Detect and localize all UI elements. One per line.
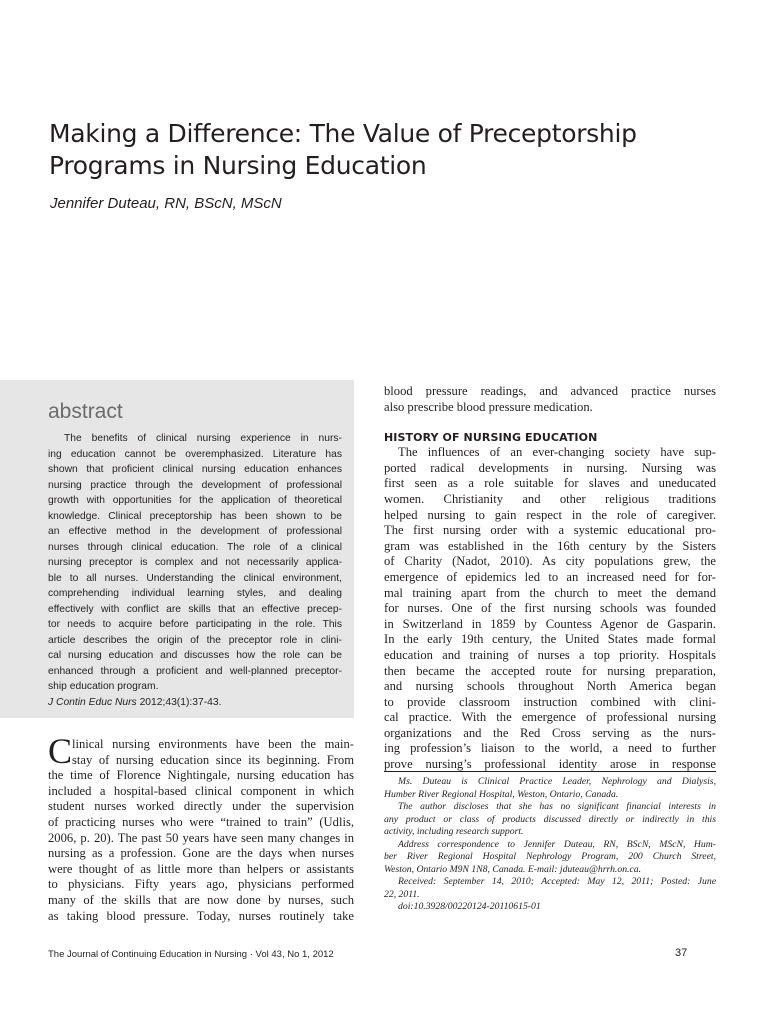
body-line: The influences of an ever-changing society have sup-: [398, 445, 716, 460]
body-column-left: [48, 731, 354, 924]
footnote-line: Ms. Duteau is Clinical Practice Leader, Nephrology and Dialysis,: [398, 776, 716, 787]
body-line: to provide classroom instruction combined with clini-: [384, 694, 716, 709]
footnote-line: The author discloses that she has no significant financial interests in: [398, 801, 716, 812]
footnotes: [384, 776, 716, 914]
running-footer-journal: The Journal of Continuing Education in Nursing · Vol 43, No 1, 2012: [48, 949, 334, 960]
body-line: student nurses worked directly under the supervision: [48, 799, 354, 814]
body-line: education and training of nurses a top priority. Hospitals: [384, 647, 716, 662]
body-line: of practicing nurses who were “trained to train” (Udlis,: [48, 814, 354, 829]
body-line: and nursing schools throughout North America began: [384, 679, 716, 694]
abstract-body: [48, 431, 342, 710]
abstract-line: The benefits of clinical nursing experience in nurs-: [64, 433, 342, 444]
body-line: organizations and the Red Cross serving as the nurs-: [384, 725, 716, 740]
author-byline: Jennifer Duteau, RN, BScN, MScN: [50, 195, 282, 212]
section-heading: HISTORY OF NURSING EDUCATION: [384, 431, 598, 445]
footnote-email-line: Weston, Ontario M9N 1N8, Canada. E-mail: jduteau@hrrh.on.ca.: [384, 863, 642, 875]
footnote-line: Received: September 14, 2010; Accepted: May 12, 2011; Posted: June: [398, 876, 716, 887]
body-line: women. Christianity and other religious traditions: [384, 491, 716, 506]
body-line: for nurses. One of the first nursing schools was founded: [384, 601, 716, 616]
body-line: ing profession’s liaison to the world, a need to further: [384, 741, 716, 756]
page-number: 37: [675, 947, 688, 959]
abstract-line: comprehending individual learning styles, and dealing: [48, 588, 342, 599]
abstract-line: ble to all nurses. Understanding the clinical environment,: [48, 572, 342, 584]
body-line: nursing as a profession. Gone are the days when nurses: [48, 846, 354, 861]
footnote-line: Address correspondence to Jennifer Duteau, RN, BScN, MScN, Hum-: [398, 838, 716, 850]
body-line: the time of Florence Nightingale, nursing education has: [48, 768, 354, 783]
body-line: In the early 19th century, the United States made formal: [384, 632, 716, 647]
citation-reference: 2012;43(1):37-43.: [136, 696, 222, 708]
body-line: 2006, p. 20). The past 50 years have seen many changes in: [48, 830, 354, 845]
drop-cap: C: [48, 731, 73, 771]
abstract-line: shown that proficient clinical nursing education enhances: [48, 464, 342, 475]
body-line: in Switzerland in 1859 by Countess Agenor de Gasparin.: [384, 616, 716, 631]
article-title-line: Programs in Nursing Education: [49, 151, 427, 180]
body-line: cal practice. With the emergence of professional nursing: [384, 710, 716, 725]
body-line: to physicians. Fifty years ago, physicians performed: [48, 877, 354, 892]
doi-link[interactable]: doi:10.3928/00220124-20110615-01: [398, 901, 541, 912]
footnote-line: 22, 2011.: [384, 888, 420, 900]
body-line: of Charity (Nadot, 2010). As city populations grew, the: [384, 554, 716, 569]
body-line: The first nursing order with a systemic educational pro-: [384, 523, 716, 538]
body-line: helped nursing to gain respect in the role of caregiver.: [384, 507, 716, 522]
article-title-line: Making a Difference: The Value of Preceptorship: [49, 119, 637, 148]
body-line: emergence of epidemics led to an increased need for for-: [384, 569, 716, 584]
abstract-line: an effective method in the development of professional: [48, 526, 342, 537]
body-line: included a hospital-based clinical component in which: [48, 783, 354, 798]
citation-journal: J Contin Educ Nurs: [48, 696, 137, 708]
abstract-line: nursing practice through the development of professional: [48, 479, 342, 491]
abstract-heading: abstract: [48, 400, 123, 423]
abstract-line: ing education cannot be overemphasized. Literature has: [48, 448, 342, 460]
body-line: ported radical developments in nursing. Nursing was: [384, 460, 716, 475]
opening-paragraph-start: [48, 731, 354, 771]
abstract-line: cal nursing education and discusses how the role can be: [48, 650, 342, 661]
footnote-line: any product or class of products discussed directly or indirectly in this: [384, 813, 716, 825]
article-title: [49, 118, 729, 182]
body-line: mal training apart from the church to meet the demand: [384, 585, 716, 600]
body-line: then became the accepted route for nursing preparation,: [384, 663, 716, 678]
abstract-line: ship education program.: [48, 681, 159, 692]
abstract-line: nurses through clinical education. The role of a clinical: [48, 541, 342, 553]
body-line: linical nursing environments have been the main-: [72, 737, 354, 751]
body-line: blood pressure readings, and advanced practice nurses: [384, 384, 716, 398]
body-line: many of the skills that are now done by nurses, such: [48, 892, 354, 907]
abstract-line: nursing preceptor is complex and not necessarily applica-: [48, 557, 342, 568]
body-line: prove nursing’s professional identity arose in response: [384, 757, 716, 772]
body-line: as taking blood pressure. Today, nurses routinely take: [48, 908, 354, 923]
abstract-line: tor needs to acquire before participating in the role. This: [48, 619, 342, 630]
footnote-line: Humber River Regional Hospital, Weston, Ontario, Canada.: [384, 788, 619, 800]
abstract-citation: [48, 695, 342, 711]
body-line: gram was established in the 16th century by the Sisters: [384, 538, 716, 553]
abstract-line: knowledge. Clinical preceptorship has been shown to be: [48, 510, 342, 522]
abstract-line: enhanced through a proficient and well-planned preceptor-: [48, 665, 342, 677]
body-line: first seen as a role suitable for slaves and uneducated: [384, 476, 716, 491]
body-line: were thought of as little more than helpers or assistants: [48, 861, 354, 876]
abstract-line: article describes the origin of the preceptor role in clini-: [48, 634, 342, 646]
abstract-line: growth with opportunities for the application of theoretical: [48, 495, 342, 506]
footnote-line: ber River Regional Hospital Nephrology Program, 200 Church Street,: [384, 851, 716, 862]
body-line: also prescribe blood pressure medication.: [384, 399, 593, 414]
body-column-right: [384, 384, 716, 773]
abstract-line: effectively with conflict are skills that an effective precep-: [48, 603, 342, 615]
body-line: stay of nursing education since its beginning. From: [72, 752, 354, 767]
footnote-divider: [384, 771, 716, 772]
footnote-line: activity, including research support.: [384, 826, 524, 837]
